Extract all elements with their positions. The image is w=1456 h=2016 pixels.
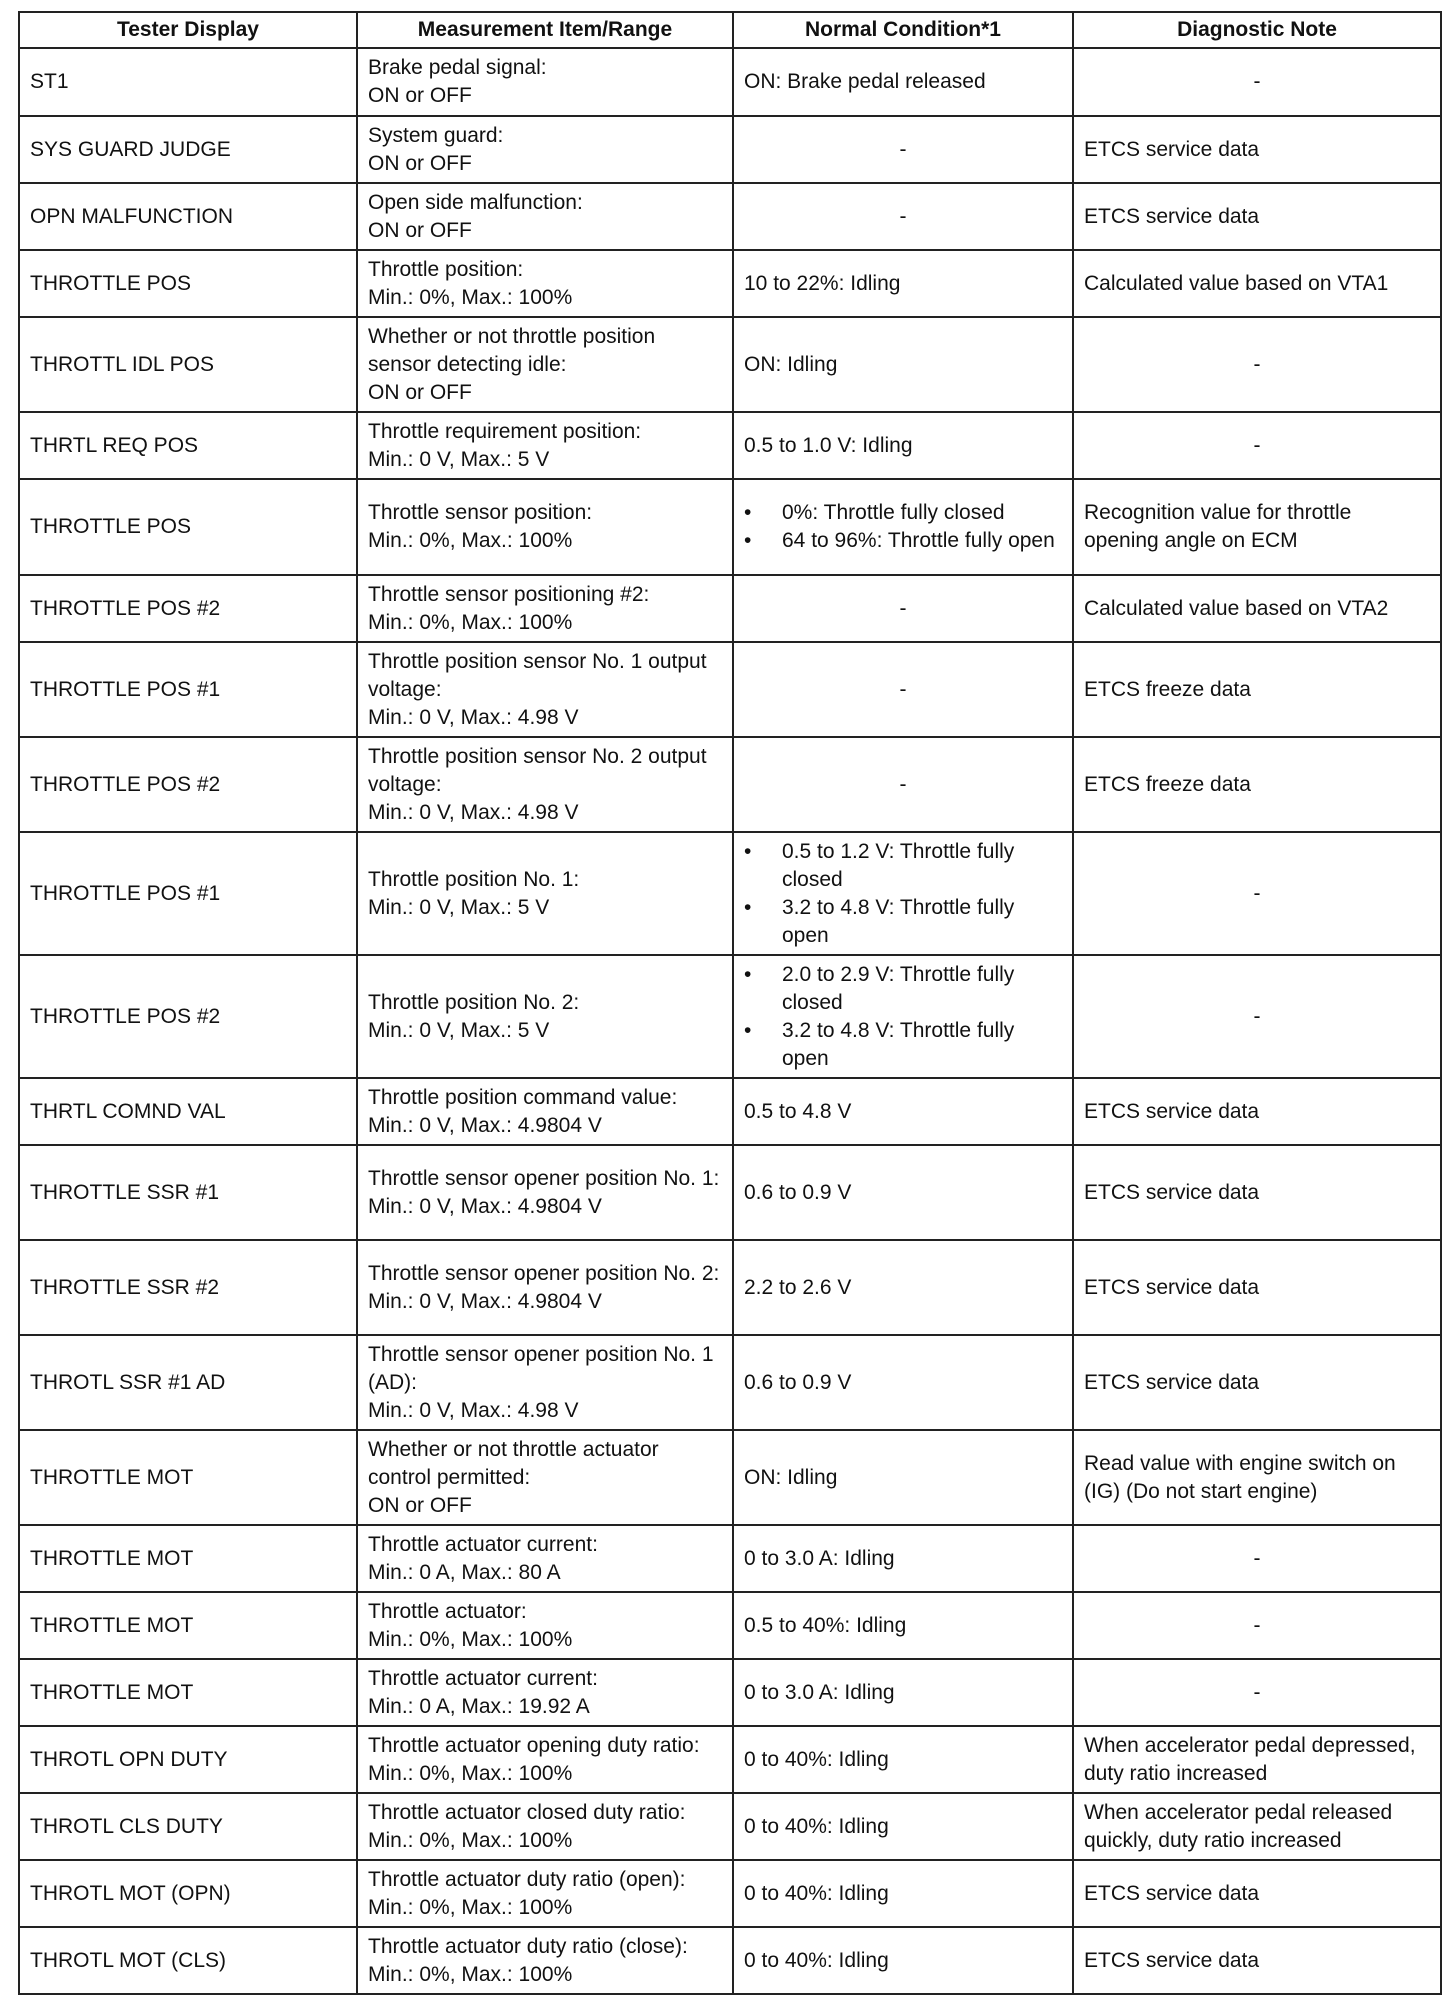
table-row xyxy=(19,1078,1441,1145)
table-row xyxy=(19,1430,1441,1525)
measurement-cell xyxy=(357,832,733,955)
tester-display-cell: THROTTLE POS #2 xyxy=(19,955,357,1078)
normal-condition-cell xyxy=(733,48,1073,116)
measurement-line: Throttle actuator duty ratio (close): xyxy=(368,1934,688,1958)
diagnostic-note-cell xyxy=(1073,1726,1441,1793)
normal-condition-cell xyxy=(733,832,1073,955)
measurement-line: Min.: 0 V, Max.: 5 V xyxy=(368,1018,550,1042)
diagnostic-note-text: ETCS freeze data xyxy=(1084,677,1251,701)
diagnostic-note-cell xyxy=(1073,737,1441,832)
table-row xyxy=(19,1793,1441,1860)
measurement-line: Throttle position: xyxy=(368,257,524,281)
normal-condition-cell xyxy=(733,1078,1073,1145)
table-row xyxy=(19,832,1441,955)
list-item xyxy=(744,499,1062,527)
measurement-line: Throttle sensor opener position No. 2: xyxy=(368,1261,720,1285)
list-item xyxy=(744,527,1062,555)
tester-display-cell: THROTL SSR #1 AD xyxy=(19,1335,357,1430)
normal-condition-list xyxy=(744,961,1062,1073)
diagnostic-note-text: - xyxy=(1253,1680,1261,1704)
measurement-line: Throttle sensor opener position No. 1: xyxy=(368,1166,720,1190)
table-row xyxy=(19,955,1441,1078)
diagnostic-note-cell xyxy=(1073,183,1441,250)
measurement-line: Throttle requirement position: xyxy=(368,419,642,443)
diagnostic-note-cell xyxy=(1073,1860,1441,1927)
normal-condition-text: ON: Idling xyxy=(744,1465,838,1489)
measurement-line: Throttle actuator current: xyxy=(368,1532,598,1556)
diagnostic-note-cell xyxy=(1073,1659,1441,1726)
bullet-icon: • xyxy=(744,529,752,552)
measurement-cell xyxy=(357,317,733,412)
list-item xyxy=(744,894,1062,950)
normal-condition-cell xyxy=(733,1927,1073,1994)
tester-display-cell: THROTTLE MOT xyxy=(19,1659,357,1726)
diagnostic-note-cell xyxy=(1073,832,1441,955)
table-row xyxy=(19,250,1441,317)
measurement-line: Min.: 0 V, Max.: 4.98 V xyxy=(368,1398,579,1422)
measurement-line: ON or OFF xyxy=(368,84,472,107)
tester-display-cell: THROTL MOT (CLS) xyxy=(19,1927,357,1994)
diagnostic-note-cell xyxy=(1073,1145,1441,1240)
tester-display-cell: ST1 xyxy=(19,48,357,116)
diagnostic-note-text: ETCS service data xyxy=(1084,1180,1260,1204)
normal-condition-cell xyxy=(733,479,1073,575)
diagnostic-note-text: - xyxy=(1253,352,1261,376)
normal-condition-text: - xyxy=(899,204,907,228)
bullet-icon: • xyxy=(744,501,752,524)
table-row xyxy=(19,183,1441,250)
header-tester-display: Tester Display xyxy=(19,12,357,48)
tester-display-cell: THROTTLE POS #2 xyxy=(19,575,357,642)
measurement-cell xyxy=(357,116,733,183)
diagnostic-note-text: - xyxy=(1253,1546,1261,1570)
measurement-line: Min.: 0%, Max.: 100% xyxy=(368,610,573,634)
diagnostic-note-cell xyxy=(1073,642,1441,737)
normal-condition-cell xyxy=(733,1726,1073,1793)
normal-condition-text: ON: Brake pedal released xyxy=(744,70,986,93)
measurement-cell xyxy=(357,737,733,832)
normal-condition-text: 0 to 40%: Idling xyxy=(744,1747,889,1771)
diagnostic-note-text: Recognition value for throttle opening angle on ECM xyxy=(1084,501,1352,552)
measurement-line: Min.: 0 V, Max.: 4.98 V xyxy=(368,705,579,729)
measurement-line: ON or OFF xyxy=(368,218,472,242)
tester-display-cell: THROTL OPN DUTY xyxy=(19,1726,357,1793)
table-row xyxy=(19,1860,1441,1927)
tester-display-cell: THROTTLE POS #1 xyxy=(19,642,357,737)
measurement-line: Min.: 0%, Max.: 100% xyxy=(368,529,573,552)
normal-condition-cell xyxy=(733,1793,1073,1860)
normal-condition-text: 2.2 to 2.6 V xyxy=(744,1275,852,1299)
measurement-line: ON or OFF xyxy=(368,1493,472,1517)
normal-condition-cell xyxy=(733,1240,1073,1335)
measurement-line: Open side malfunction: xyxy=(368,190,583,214)
table-row xyxy=(19,317,1441,412)
measurement-cell xyxy=(357,48,733,116)
normal-condition-cell xyxy=(733,737,1073,832)
normal-condition-text: 2.0 to 2.9 V: Throttle fully closed xyxy=(782,962,1015,1014)
tester-display-cell: THROTL CLS DUTY xyxy=(19,1793,357,1860)
measurement-cell xyxy=(357,1335,733,1430)
diagnostic-note-cell xyxy=(1073,116,1441,183)
list-item xyxy=(744,838,1062,894)
diagnostic-note-text: Calculated value based on VTA2 xyxy=(1084,596,1389,620)
tester-display-cell: SYS GUARD JUDGE xyxy=(19,116,357,183)
measurement-line: Whether or not throttle actuator control permitted: xyxy=(368,1437,659,1489)
measurement-line: Throttle position sensor No. 1 output voltage: xyxy=(368,649,707,701)
normal-condition-text: 0.5 to 1.2 V: Throttle fully closed xyxy=(782,839,1015,891)
normal-condition-text: ON: Idling xyxy=(744,352,838,376)
measurement-line: Min.: 0%, Max.: 100% xyxy=(368,1962,573,1986)
tester-display-cell: THROTTLE SSR #2 xyxy=(19,1240,357,1335)
normal-condition-text: 0 to 3.0 A: Idling xyxy=(744,1546,895,1570)
normal-condition-cell xyxy=(733,1860,1073,1927)
table-row xyxy=(19,48,1441,116)
measurement-line: Throttle actuator closed duty ratio: xyxy=(368,1800,686,1824)
normal-condition-text: 64 to 96%: Throttle fully open xyxy=(782,529,1055,552)
measurement-line: Throttle sensor opener position No. 1 (AD): xyxy=(368,1342,714,1394)
tester-display-cell: THROTTLE POS xyxy=(19,479,357,575)
diagnostic-note-text: ETCS service data xyxy=(1084,1275,1260,1299)
table-row xyxy=(19,737,1441,832)
normal-condition-list xyxy=(744,499,1062,555)
table-header-row xyxy=(19,12,1441,48)
normal-condition-text: - xyxy=(899,596,907,620)
measurement-line: Min.: 0 V, Max.: 5 V xyxy=(368,447,550,471)
table-row xyxy=(19,412,1441,479)
normal-condition-cell xyxy=(733,116,1073,183)
tester-display-cell: THROTTLE MOT xyxy=(19,1430,357,1525)
tester-display-cell: THROTL MOT (OPN) xyxy=(19,1860,357,1927)
bullet-icon: • xyxy=(744,1018,752,1042)
tester-display-cell: THRTL COMND VAL xyxy=(19,1078,357,1145)
diagnostic-note-text: ETCS service data xyxy=(1084,1948,1260,1972)
diagnostic-note-text: Calculated value based on VTA1 xyxy=(1084,271,1389,295)
measurement-line: Throttle sensor positioning #2: xyxy=(368,582,650,606)
measurement-line: Throttle actuator: xyxy=(368,1599,527,1623)
normal-condition-text: 0 to 40%: Idling xyxy=(744,1814,889,1838)
diagnostic-note-text: ETCS service data xyxy=(1084,1099,1260,1123)
normal-condition-cell xyxy=(733,1430,1073,1525)
normal-condition-text: 0 to 40%: Idling xyxy=(744,1948,889,1972)
measurement-line: Throttle actuator current: xyxy=(368,1666,598,1690)
normal-condition-cell xyxy=(733,1145,1073,1240)
tester-display-cell: THROTTLE POS #2 xyxy=(19,737,357,832)
tester-display-cell: THROTTLE POS #1 xyxy=(19,832,357,955)
diagnostic-note-cell xyxy=(1073,1240,1441,1335)
normal-condition-cell xyxy=(733,1659,1073,1726)
measurement-cell xyxy=(357,1793,733,1860)
diagnostic-note-cell xyxy=(1073,1592,1441,1659)
diagnostic-note-cell xyxy=(1073,412,1441,479)
normal-condition-text: 0.5 to 40%: Idling xyxy=(744,1613,907,1637)
measurement-line: Min.: 0 V, Max.: 4.9804 V xyxy=(368,1194,602,1218)
measurement-line: Min.: 0 V, Max.: 4.98 V xyxy=(368,800,579,824)
table-row xyxy=(19,1592,1441,1659)
diagnostic-note-text: - xyxy=(1253,70,1261,93)
diagnostic-note-text: ETCS service data xyxy=(1084,1370,1260,1394)
normal-condition-cell xyxy=(733,412,1073,479)
header-measurement-item: Measurement Item/Range xyxy=(357,12,733,48)
normal-condition-cell xyxy=(733,183,1073,250)
table-row xyxy=(19,1659,1441,1726)
normal-condition-text: - xyxy=(899,137,907,161)
header-diagnostic-note: Diagnostic Note xyxy=(1073,12,1441,48)
bullet-icon: • xyxy=(744,962,752,986)
measurement-line: Min.: 0 V, Max.: 4.9804 V xyxy=(368,1113,602,1137)
diagnostic-note-cell xyxy=(1073,1430,1441,1525)
diagnostic-note-cell xyxy=(1073,479,1441,575)
measurement-cell xyxy=(357,1726,733,1793)
measurement-cell xyxy=(357,479,733,575)
tester-display-cell: THROTTL IDL POS xyxy=(19,317,357,412)
diagnostic-note-cell xyxy=(1073,250,1441,317)
tester-display-cell: OPN MALFUNCTION xyxy=(19,183,357,250)
measurement-line: Throttle position No. 2: xyxy=(368,990,580,1014)
normal-condition-cell xyxy=(733,575,1073,642)
normal-condition-cell xyxy=(733,955,1073,1078)
bullet-icon: • xyxy=(744,839,752,863)
table-row xyxy=(19,116,1441,183)
table-row xyxy=(19,575,1441,642)
normal-condition-text: 3.2 to 4.8 V: Throttle fully open xyxy=(782,895,1015,947)
diagnostic-note-text: - xyxy=(1253,1004,1261,1028)
normal-condition-text: - xyxy=(899,772,907,796)
measurement-cell xyxy=(357,955,733,1078)
measurement-line: Min.: 0 V, Max.: 5 V xyxy=(368,895,550,919)
diagnostic-note-cell xyxy=(1073,575,1441,642)
diagnostic-note-cell xyxy=(1073,1793,1441,1860)
diagnostic-note-cell xyxy=(1073,317,1441,412)
diagnostic-note-text: ETCS service data xyxy=(1084,137,1260,161)
diagnostic-note-cell xyxy=(1073,1078,1441,1145)
measurement-line: Whether or not throttle position sensor detecting idle: xyxy=(368,324,656,376)
measurement-cell xyxy=(357,250,733,317)
diagnostic-note-cell xyxy=(1073,48,1441,116)
normal-condition-text: 0 to 40%: Idling xyxy=(744,1881,889,1905)
measurement-cell xyxy=(357,183,733,250)
measurement-line: Throttle position command value: xyxy=(368,1085,678,1109)
bullet-icon: • xyxy=(744,895,752,919)
measurement-cell xyxy=(357,575,733,642)
measurement-line: Min.: 0%, Max.: 100% xyxy=(368,1828,573,1852)
diagnostic-note-text: When accelerator pedal depressed, duty ratio increased xyxy=(1084,1733,1416,1785)
tester-display-cell: THROTTLE SSR #1 xyxy=(19,1145,357,1240)
normal-condition-text: 0 to 3.0 A: Idling xyxy=(744,1680,895,1704)
measurement-line: Min.: 0 V, Max.: 4.9804 V xyxy=(368,1289,602,1313)
measurement-cell xyxy=(357,642,733,737)
list-item xyxy=(744,1017,1062,1073)
diagnostic-note-cell xyxy=(1073,1927,1441,1994)
normal-condition-cell xyxy=(733,1335,1073,1430)
measurement-cell xyxy=(357,1145,733,1240)
diagnostic-note-text: ETCS service data xyxy=(1084,1881,1260,1905)
measurement-line: ON or OFF xyxy=(368,380,472,404)
table-row xyxy=(19,1927,1441,1994)
diagnostic-note-cell xyxy=(1073,955,1441,1078)
measurement-line: Min.: 0 A, Max.: 19.92 A xyxy=(368,1694,590,1718)
table-body xyxy=(19,48,1441,1994)
normal-condition-cell xyxy=(733,250,1073,317)
diagnostic-note-text: When accelerator pedal released quickly, duty ratio increased xyxy=(1084,1800,1393,1852)
normal-condition-cell xyxy=(733,1525,1073,1592)
table-row xyxy=(19,479,1441,575)
measurement-line: Min.: 0%, Max.: 100% xyxy=(368,285,573,309)
measurement-line: Throttle position No. 1: xyxy=(368,867,580,891)
header-normal-condition: Normal Condition*1 xyxy=(733,12,1073,48)
normal-condition-text: - xyxy=(899,677,907,701)
measurement-line: ON or OFF xyxy=(368,151,472,175)
measurement-cell xyxy=(357,1592,733,1659)
measurement-cell xyxy=(357,1659,733,1726)
table-row xyxy=(19,1145,1441,1240)
normal-condition-text: 10 to 22%: Idling xyxy=(744,271,901,295)
measurement-cell xyxy=(357,1240,733,1335)
diagnostic-note-text: ETCS service data xyxy=(1084,204,1260,228)
normal-condition-text: 0.6 to 0.9 V xyxy=(744,1370,852,1394)
normal-condition-text: 0.6 to 0.9 V xyxy=(744,1180,852,1204)
measurement-line: System guard: xyxy=(368,123,504,147)
measurement-line: Min.: 0 A, Max.: 80 A xyxy=(368,1560,561,1584)
diagnostic-note-text: - xyxy=(1253,1613,1261,1637)
measurement-line: Throttle sensor position: xyxy=(368,501,593,524)
measurement-cell xyxy=(357,412,733,479)
list-item xyxy=(744,961,1062,1017)
measurement-line: Min.: 0%, Max.: 100% xyxy=(368,1627,573,1651)
measurement-cell xyxy=(357,1860,733,1927)
normal-condition-list xyxy=(744,838,1062,950)
normal-condition-text: 0.5 to 1.0 V: Idling xyxy=(744,433,913,457)
measurement-line: Throttle actuator duty ratio (open): xyxy=(368,1867,686,1891)
tester-display-cell: THROTTLE MOT xyxy=(19,1592,357,1659)
measurement-cell xyxy=(357,1078,733,1145)
diagnostic-note-cell xyxy=(1073,1335,1441,1430)
table-row xyxy=(19,1335,1441,1430)
normal-condition-text: 3.2 to 4.8 V: Throttle fully open xyxy=(782,1018,1015,1070)
measurement-line: Min.: 0%, Max.: 100% xyxy=(368,1895,573,1919)
diagnostic-note-text: - xyxy=(1253,881,1261,905)
tester-display-cell: THROTTLE MOT xyxy=(19,1525,357,1592)
measurement-cell xyxy=(357,1525,733,1592)
measurement-cell xyxy=(357,1927,733,1994)
diagnostic-note-text: Read value with engine switch on (IG) (Do not start engine) xyxy=(1084,1451,1396,1503)
normal-condition-cell xyxy=(733,1592,1073,1659)
diagnostic-note-text: - xyxy=(1253,433,1261,457)
table-row xyxy=(19,1525,1441,1592)
table-row xyxy=(19,642,1441,737)
table-row xyxy=(19,1240,1441,1335)
normal-condition-text: 0%: Throttle fully closed xyxy=(782,501,1005,524)
diagnostic-note-cell xyxy=(1073,1525,1441,1592)
diagnostic-data-table xyxy=(18,11,1442,1995)
tester-display-cell: THRTL REQ POS xyxy=(19,412,357,479)
measurement-line: Brake pedal signal: xyxy=(368,56,547,79)
normal-condition-cell xyxy=(733,317,1073,412)
measurement-line: Throttle actuator opening duty ratio: xyxy=(368,1733,700,1757)
diagnostic-note-text: ETCS freeze data xyxy=(1084,772,1251,796)
measurement-cell xyxy=(357,1430,733,1525)
normal-condition-text: 0.5 to 4.8 V xyxy=(744,1099,852,1123)
table-row xyxy=(19,1726,1441,1793)
measurement-line: Throttle position sensor No. 2 output voltage: xyxy=(368,744,707,796)
tester-display-cell: THROTTLE POS xyxy=(19,250,357,317)
normal-condition-cell xyxy=(733,642,1073,737)
measurement-line: Min.: 0%, Max.: 100% xyxy=(368,1761,573,1785)
